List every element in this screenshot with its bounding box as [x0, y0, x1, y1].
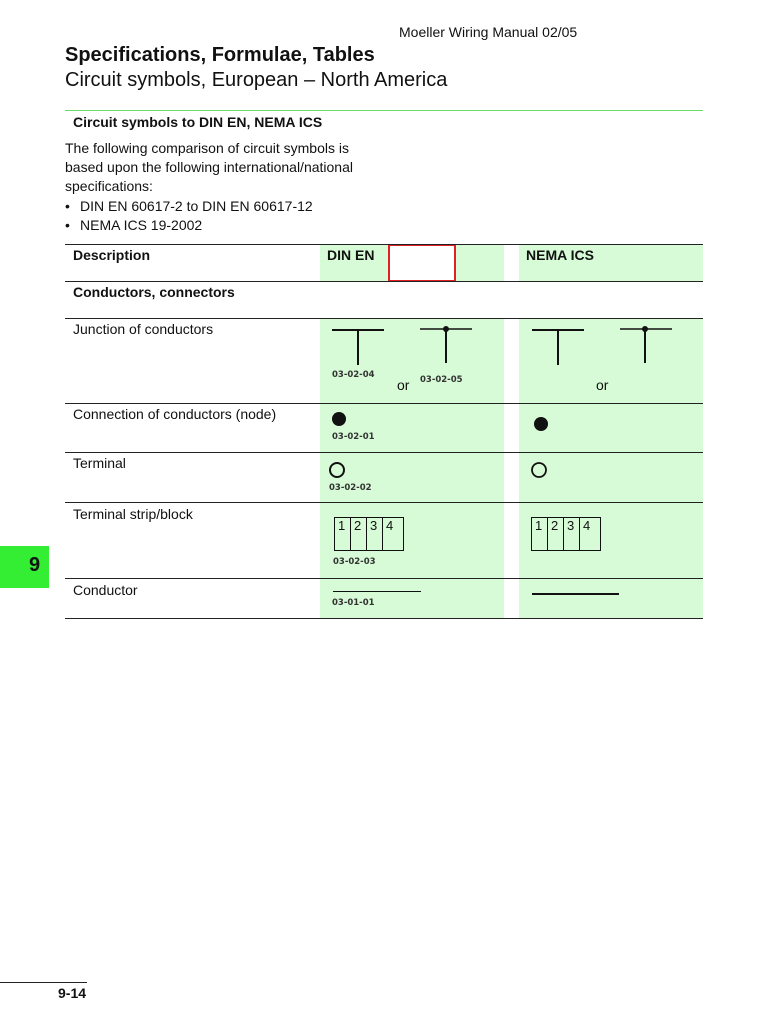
row-rule [65, 578, 703, 579]
row-description: Terminal strip/block [73, 506, 193, 522]
page-subtitle: Circuit symbols, European – North America [65, 69, 448, 91]
terminal-strip-din [334, 517, 404, 551]
node-symbol-din [330, 410, 350, 430]
list-item: • DIN EN 60617-2 to DIN EN 60617-12 [65, 197, 313, 216]
symbol-code: 03-02-03 [333, 557, 376, 567]
junction-symbol-nema [530, 325, 680, 370]
terminal-symbol-nema [529, 460, 551, 482]
page-number: 9-14 [58, 985, 87, 1001]
junction-symbol-din [330, 325, 480, 370]
strip-cell: 3 [564, 518, 580, 550]
spec-list [65, 197, 313, 235]
row-description: Junction of conductors [73, 321, 214, 337]
header-rule [65, 281, 703, 282]
symbol-code: 03-02-02 [329, 483, 372, 493]
row-rule [65, 502, 703, 503]
table-bottom-rule [65, 618, 703, 619]
row-description: Terminal [73, 455, 126, 471]
intro-paragraph: The following comparison of circuit symbols is based upon the following international/national specifications: [65, 140, 353, 194]
conductor-symbol-din [333, 591, 421, 592]
or-label: or [596, 377, 609, 393]
header-nema: NEMA ICS [526, 247, 594, 263]
table-top-rule [65, 244, 703, 245]
terminal-strip-nema [531, 517, 601, 551]
node-symbol-nema [532, 415, 552, 435]
or-label: or [397, 377, 410, 393]
symbol-code: 03-02-01 [332, 432, 375, 442]
footer-rule [0, 982, 87, 983]
strip-cell: 1 [532, 518, 548, 550]
terminal-symbol-din [327, 460, 349, 482]
chapter-tab [0, 546, 49, 588]
symbol-code: 03-01-01 [332, 598, 375, 608]
row-description: Connection of conductors (node) [73, 406, 277, 422]
group-rule [65, 318, 703, 319]
strip-cell: 4 [386, 518, 394, 533]
list-item: • NEMA ICS 19-2002 [65, 216, 313, 235]
row-description: Conductor [73, 582, 138, 598]
conductor-symbol-nema [532, 593, 619, 595]
strip-cell: 4 [583, 518, 591, 533]
strip-cell: 1 [335, 518, 351, 550]
symbol-code: 03-02-05 [420, 375, 463, 385]
group-heading: Conductors, connectors [73, 284, 235, 300]
symbol-code: 03-02-04 [332, 370, 375, 380]
strip-cell: 2 [548, 518, 564, 550]
row-rule [65, 403, 703, 404]
manual-title: Moeller Wiring Manual 02/05 [399, 24, 578, 40]
strip-cell: 3 [367, 518, 383, 550]
header-description: Description [73, 247, 151, 263]
highlight-box [388, 244, 456, 282]
row-rule [65, 452, 703, 453]
title-divider [65, 110, 703, 111]
strip-cell: 2 [351, 518, 367, 550]
chapter-number: 9 [29, 554, 41, 576]
section-heading: Circuit symbols to DIN EN, NEMA ICS [73, 114, 323, 130]
header-din: DIN EN [327, 247, 375, 263]
page-title: Specifications, Formulae, Tables [65, 44, 375, 66]
